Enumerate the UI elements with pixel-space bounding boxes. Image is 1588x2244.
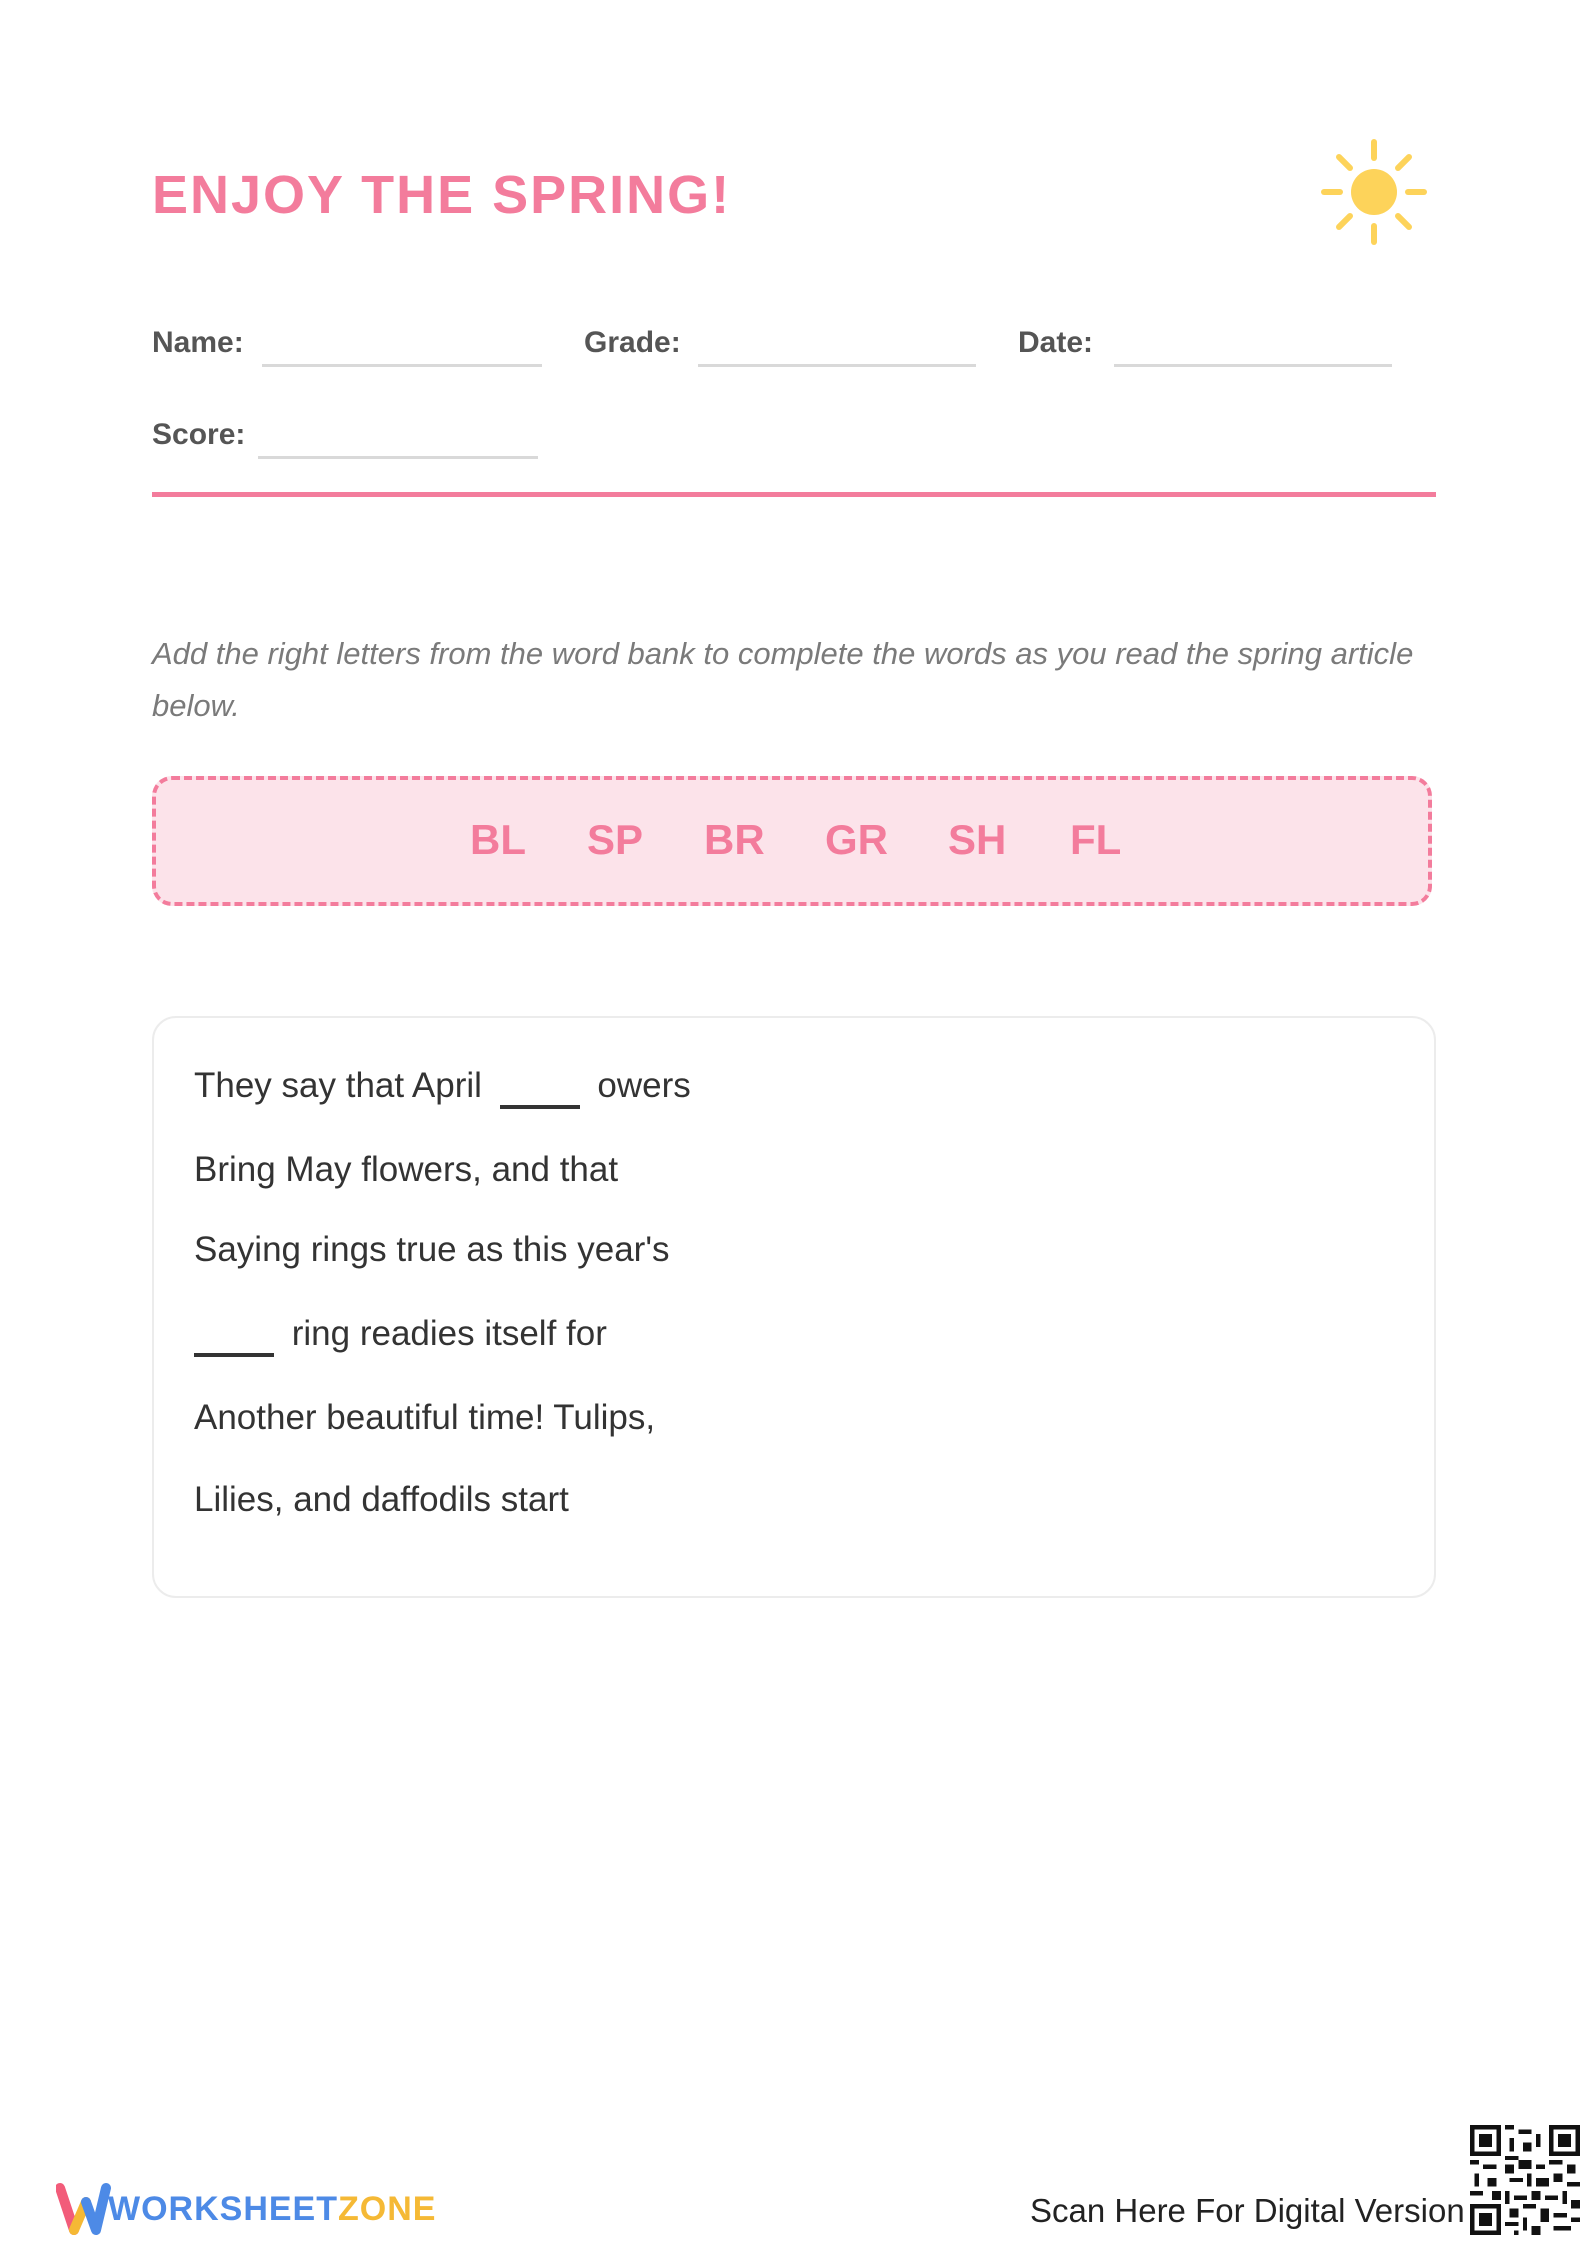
name-field[interactable] bbox=[262, 364, 542, 367]
article-line-1 bbox=[194, 1066, 691, 1109]
blank-2[interactable] bbox=[194, 1323, 274, 1357]
word-bank-item-sh: SH bbox=[948, 816, 1007, 863]
score-field[interactable] bbox=[258, 456, 538, 459]
brand-name-part-2: ZONE bbox=[338, 2190, 437, 2228]
grade-field[interactable] bbox=[698, 364, 976, 367]
article-box bbox=[152, 1016, 1436, 1598]
qr-code-icon[interactable] bbox=[1470, 2125, 1580, 2235]
instructions-text: Add the right letters from the word bank to complete the words as you read the spring article below. bbox=[152, 636, 1414, 723]
word-bank-item-gr: GR bbox=[825, 816, 888, 863]
brand-name bbox=[108, 2190, 436, 2229]
word-bank-item-bl: BL bbox=[470, 816, 526, 863]
article-line-4 bbox=[194, 1314, 607, 1357]
sun-icon bbox=[1320, 138, 1428, 246]
word-bank-item-fl: FL bbox=[1070, 816, 1122, 863]
grade-label: Grade: bbox=[584, 326, 681, 359]
word-bank bbox=[152, 776, 1432, 906]
word-bank-item-sp: SP bbox=[587, 816, 644, 863]
article-line-4-end: ring readies itself for bbox=[291, 1314, 607, 1353]
article-line-6: Lilies, and daffodils start bbox=[194, 1480, 569, 1519]
name-label: Name: bbox=[152, 326, 244, 359]
article-line-2: Bring May flowers, and that bbox=[194, 1150, 619, 1189]
brand-name-part-1: WORKSHEET bbox=[108, 2190, 338, 2228]
blank-1[interactable] bbox=[500, 1075, 580, 1109]
date-field[interactable] bbox=[1114, 364, 1392, 367]
article-line-3: Saying rings true as this year's bbox=[194, 1230, 670, 1269]
article-line-1-end: owers bbox=[597, 1066, 691, 1105]
score-label: Score: bbox=[152, 418, 246, 451]
date-label: Date: bbox=[1018, 326, 1094, 359]
page-title: ENJOY THE SPRING! bbox=[152, 165, 732, 225]
article-line-1-start: They say that April bbox=[194, 1066, 482, 1105]
article-line-5: Another beautiful time! Tulips, bbox=[194, 1398, 656, 1437]
scan-text: Scan Here For Digital Version bbox=[1030, 2192, 1465, 2229]
word-bank-item-br: BR bbox=[704, 816, 765, 863]
header-divider bbox=[152, 492, 1436, 497]
